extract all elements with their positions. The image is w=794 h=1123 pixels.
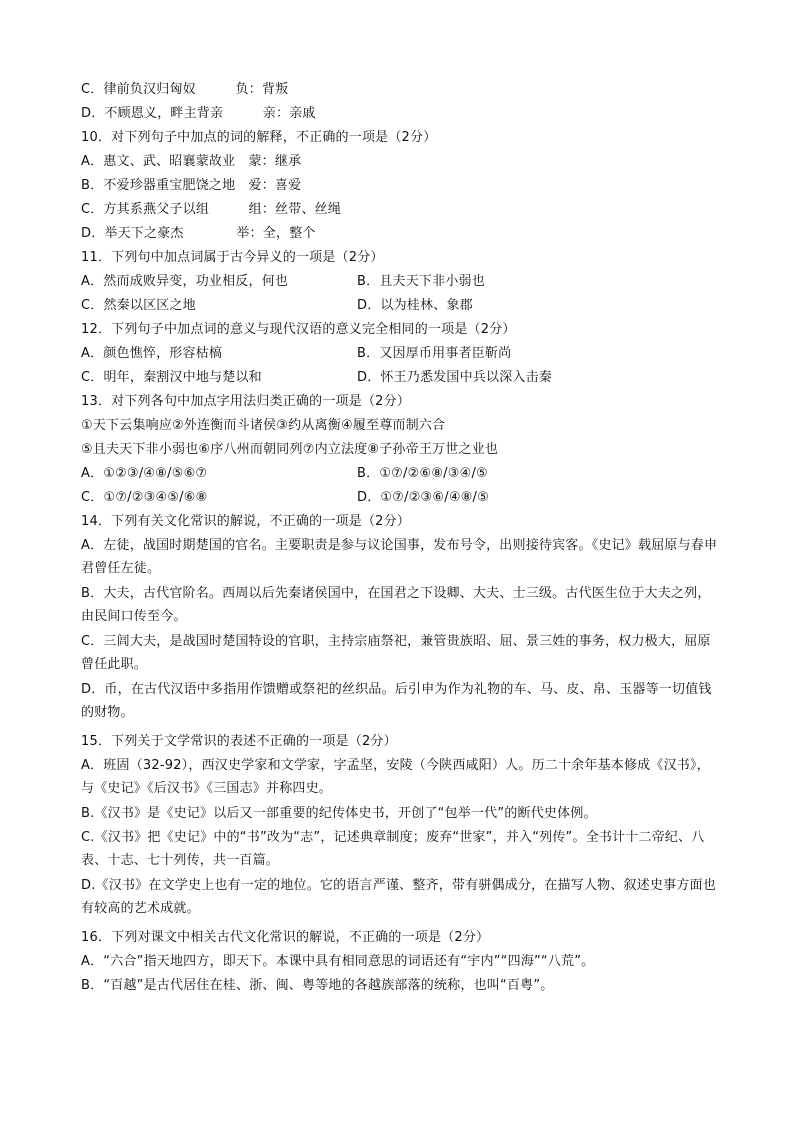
option-13b: B．①⑦/②⑥⑧/③④/⑤ [357, 466, 488, 481]
option-15a: A．班固（32-92），西汉史学家和文学家，字孟坚，安陵（今陕西咸阳）人。历二十余年基本修成《汉书》，与《史记》《后汉书》《三国志》并称四史。 [81, 758, 710, 796]
option-10b: B．不爱珍器重宝肥饶之地 爱：喜爱 [81, 178, 302, 193]
option-c-9: C．律前负汉归匈奴 负：背叛 [81, 82, 289, 97]
option-11c: C．然秦以区区之地 [81, 298, 196, 313]
option-15d: D.《汉书》在文学史上也有一定的地位。它的语言严谨、整齐，带有骈偶成分，在描写人物、叙述史事方面也有较高的艺术成就。 [81, 878, 716, 916]
option-16a: A．“六合”指天地四方，即天下。本课中具有相同意思的词语还有“宇内”“四海”“八荒”。 [81, 954, 595, 969]
option-15b: B.《汉书》是《史记》以后又一部重要的纪传体史书，开创了“包举一代”的断代史体例。 [81, 806, 597, 821]
option-11d: D．以为桂林、象郡 [357, 298, 473, 313]
option-16b: B．“百越”是古代居住在桂、浙、闽、粤等地的各越族部落的统称，也叫“百粤”。 [81, 978, 554, 993]
question-13-sentences-1: ①天下云集响应②外连衡而斗诸侯③约从离衡④履至尊而制六合 [81, 418, 446, 433]
option-12d: D．怀王乃悉发国中兵以深入击秦 [357, 370, 553, 385]
option-10a: A．惠文、武、昭襄蒙故业 蒙：继承 [81, 154, 302, 169]
option-14c: C．三闾大夫，是战国时楚国特设的官职，主持宗庙祭祀，兼管贵族昭、屈、景三姓的事务，权力极大，屈原曾任此职。 [81, 634, 711, 672]
option-12a: A．颜色憔悴，形容枯槁 [81, 346, 223, 361]
question-15: 15．下列关于文学常识的表述不正确的一项是（2分） [81, 734, 397, 749]
option-12c: C．明年，秦割汉中地与楚以和 [81, 370, 262, 385]
option-14b: B．大夫，古代官阶名。西周以后先秦诸侯国中，在国君之下设卿、大夫、士三级。古代医生位于大夫之列，由民间口传至今。 [81, 586, 711, 624]
question-12: 12．下列句子中加点词的意义与现代汉语的意义完全相同的一项是（2分） [81, 322, 516, 337]
option-13a: A．①②③/④⑧/⑤⑥⑦ [81, 466, 208, 481]
option-12b: B．又因厚币用事者臣靳尚 [357, 346, 512, 361]
option-11b: B．且夫天下非小弱也 [357, 274, 485, 289]
option-13c: C．①⑦/②③④⑤/⑥⑧ [81, 490, 208, 505]
option-14a: A．左徒，战国时期楚国的官名。主要职责是参与议论国事，发布号令，出则接待宾客。《史记》载屈原与春申君曾任左徒。 [81, 538, 718, 576]
option-15c: C.《汉书》把《史记》中的“书”改为“志”，记述典章制度；废弃“世家”，并入“列传”。全书计十二帝纪、八表、十志、七十列传，共一百篇。 [81, 830, 705, 868]
question-11: 11．下列句中加点词属于古今异义的一项是（2分） [81, 250, 384, 265]
option-13d: D．①⑦/②③⑥/④⑧/⑤ [357, 490, 489, 505]
question-13-sentences-2: ⑤且夫天下非小弱也⑥序八州而朝同列⑦内立法度⑧子孙帝王万世之业也 [81, 442, 499, 457]
option-11a: A．然而成败异变，功业相反，何也 [81, 274, 289, 289]
option-d-9: D．不顾恩义，畔主背亲 亲：亲戚 [81, 106, 316, 121]
option-14d: D．币，在古代汉语中多指用作馈赠或祭祀的丝织品。后引申为作为礼物的车、马、皮、帛、玉器等一切值钱的财物。 [81, 682, 712, 720]
option-10c: C．方其系燕父子以组 组：丝带、丝绳 [81, 202, 342, 217]
question-10: 10．对下列句子中加点的词的解释，不正确的一项是（2分） [81, 130, 437, 145]
question-16: 16．下列对课文中相关古代文化常识的解说，不正确的一项是（2分） [81, 930, 490, 945]
question-13: 13．对下列各句中加点字用法归类正确的一项是（2分） [81, 394, 411, 409]
option-10d: D．举天下之豪杰 举：全，整个 [81, 226, 316, 241]
question-14: 14．下列有关文化常识的解说，不正确的一项是（2分） [81, 514, 411, 529]
